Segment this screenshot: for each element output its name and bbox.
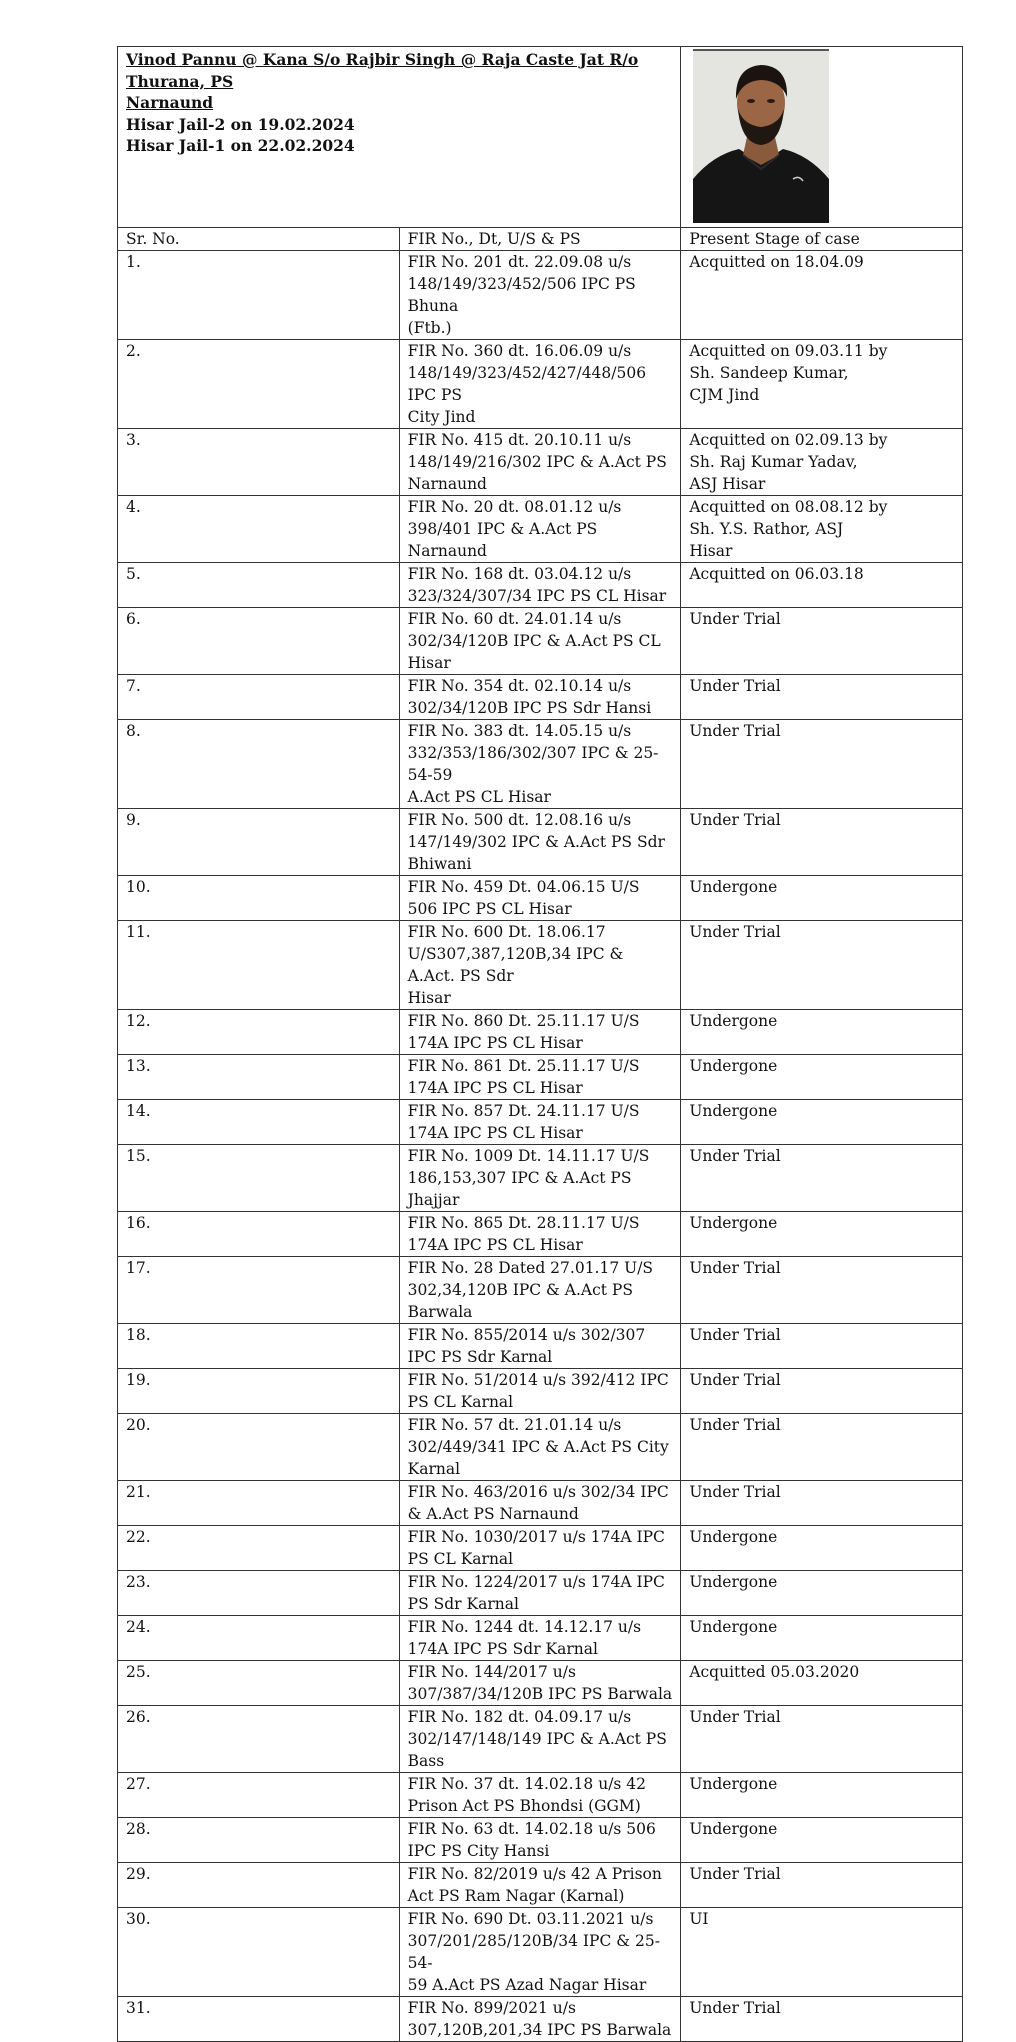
fir-line: Bhiwani — [407, 855, 472, 873]
sr-no-cell: 17. — [118, 1257, 400, 1324]
stage-cell — [681, 921, 963, 1010]
fir-cell — [399, 251, 681, 340]
table-row — [118, 1481, 963, 1526]
sr-no-cell: 23. — [118, 1571, 400, 1616]
table-row — [118, 251, 963, 340]
sr-no-cell: 20. — [118, 1414, 400, 1481]
stage-line: Undergone — [689, 1214, 778, 1232]
stage-line: Undergone — [689, 1573, 778, 1591]
fir-line: FIR No. 28 Dated 27.01.17 U/S 302,34,120B IPC & A.Act PS Barwala — [407, 1259, 654, 1321]
jail-line-1: Hisar Jail-2 on 19.02.2024 — [126, 114, 355, 134]
stage-line: Under Trial — [689, 1259, 781, 1277]
stage-cell — [681, 1997, 963, 2042]
sr-no-cell: 1. — [118, 251, 400, 340]
fir-cell — [399, 608, 681, 675]
sr-no-cell: 12. — [118, 1010, 400, 1055]
stage-cell — [681, 1818, 963, 1863]
sr-no-cell: 16. — [118, 1212, 400, 1257]
table-row — [118, 1661, 963, 1706]
stage-line: Under Trial — [689, 1708, 781, 1726]
fir-cell — [399, 1010, 681, 1055]
stage-cell — [681, 1863, 963, 1908]
accused-details — [118, 47, 681, 228]
table-row — [118, 1414, 963, 1481]
sr-no-cell: 21. — [118, 1481, 400, 1526]
stage-cell — [681, 1055, 963, 1100]
stage-cell — [681, 429, 963, 496]
sr-no-cell: 5. — [118, 563, 400, 608]
fir-line: FIR No. 144/2017 u/s 307/387/34/120B IPC PS Barwala — [407, 1663, 673, 1703]
table-row — [118, 921, 963, 1010]
fir-line: FIR No. 1244 dt. 14.12.17 u/s 174A IPC PS Sdr Karnal — [407, 1618, 642, 1658]
col-header-fir: FIR No., Dt, U/S & PS — [399, 228, 681, 251]
sr-no-cell: 26. — [118, 1706, 400, 1773]
fir-line: FIR No. 1009 Dt. 14.11.17 U/S 186,153,307 IPC & A.Act PS Jhajjar — [407, 1147, 650, 1209]
sr-no-cell: 29. — [118, 1863, 400, 1908]
stage-cell — [681, 720, 963, 809]
table-row — [118, 876, 963, 921]
table-row — [118, 1526, 963, 1571]
stage-line: Undergone — [689, 1528, 778, 1546]
sr-no-cell: 22. — [118, 1526, 400, 1571]
fir-cell — [399, 1526, 681, 1571]
col-header-sr: Sr. No. — [118, 228, 400, 251]
fir-line: FIR No. 51/2014 u/s 392/412 IPC PS CL Karnal — [407, 1371, 669, 1411]
fir-cell — [399, 1324, 681, 1369]
stage-line: Sh. Raj Kumar Yadav, — [689, 453, 858, 471]
table-row — [118, 1010, 963, 1055]
stage-line: Under Trial — [689, 1999, 781, 2017]
sr-no-cell: 14. — [118, 1100, 400, 1145]
fir-line: Narnaund — [407, 475, 487, 493]
stage-cell — [681, 1100, 963, 1145]
stage-cell — [681, 251, 963, 340]
table-row — [118, 1908, 963, 1997]
jail-line-2: Hisar Jail-1 on 22.02.2024 — [126, 136, 355, 155]
fir-cell — [399, 876, 681, 921]
sr-no-cell: 7. — [118, 675, 400, 720]
stage-cell — [681, 1369, 963, 1414]
stage-line: Under Trial — [689, 677, 781, 695]
sr-no-cell: 27. — [118, 1773, 400, 1818]
stage-line: Acquitted on 18.04.09 — [689, 253, 864, 271]
table-row — [118, 809, 963, 876]
fir-cell — [399, 496, 681, 563]
fir-line: FIR No. 20 dt. 08.01.12 u/s 398/401 IPC & A.Act PS Narnaund — [407, 498, 622, 560]
sr-no-cell: 18. — [118, 1324, 400, 1369]
fir-line: Hisar — [407, 989, 451, 1007]
fir-line: FIR No. 182 dt. 04.09.17 u/s 302/147/148/149 IPC & A.Act PS Bass — [407, 1708, 667, 1770]
sr-no-cell: 28. — [118, 1818, 400, 1863]
fir-cell — [399, 675, 681, 720]
fir-line: FIR No. 354 dt. 02.10.14 u/s 302/34/120B IPC PS Sdr Hansi — [407, 677, 652, 717]
fir-line: FIR No. 60 dt. 24.01.14 u/s 302/34/120B IPC & A.Act PS CL Hisar — [407, 610, 661, 672]
stage-line: Acquitted 05.03.2020 — [689, 1663, 860, 1681]
stage-line: Under Trial — [689, 722, 781, 740]
table-row — [118, 1100, 963, 1145]
record-table — [117, 46, 963, 2042]
stage-line: CJM Jind — [689, 386, 760, 404]
table-row — [118, 1324, 963, 1369]
fir-line: FIR No. 899/2021 u/s 307,120B,201,34 IPC PS Barwala — [407, 1999, 672, 2039]
table-row — [118, 1616, 963, 1661]
stage-line: Under Trial — [689, 1483, 781, 1501]
accused-name-line-2: Narnaund — [126, 93, 214, 112]
fir-cell — [399, 1369, 681, 1414]
table-row — [118, 1863, 963, 1908]
fir-cell — [399, 1481, 681, 1526]
accused-photo — [693, 49, 829, 223]
stage-cell — [681, 809, 963, 876]
stage-line: Sh. Y.S. Rathor, ASJ — [689, 520, 844, 538]
stage-line: Undergone — [689, 1820, 778, 1838]
column-header-row — [118, 228, 963, 251]
stage-line: Under Trial — [689, 811, 781, 829]
table-row — [118, 340, 963, 429]
stage-cell — [681, 1481, 963, 1526]
stage-cell — [681, 1526, 963, 1571]
table-row — [118, 1773, 963, 1818]
fir-line: FIR No. 168 dt. 03.04.12 u/s 323/324/307/34 IPC PS CL Hisar — [407, 565, 667, 605]
stage-line: Under Trial — [689, 1416, 781, 1434]
table-row — [118, 429, 963, 496]
stage-line: Hisar — [689, 542, 733, 560]
sr-no-cell: 30. — [118, 1908, 400, 1997]
stage-line: Under Trial — [689, 1865, 781, 1883]
fir-cell — [399, 429, 681, 496]
stage-line: UI — [689, 1910, 709, 1928]
accused-name-line: Vinod Pannu @ Kana S/o Rajbir Singh @ Raja Caste Jat R/o Thurana, PS — [126, 50, 639, 91]
sr-no-cell: 31. — [118, 1997, 400, 2042]
stage-line: Acquitted on 09.03.11 by — [689, 342, 888, 360]
fir-cell — [399, 809, 681, 876]
stage-cell — [681, 1414, 963, 1481]
stage-line: Undergone — [689, 1057, 778, 1075]
stage-cell — [681, 1773, 963, 1818]
fir-line: FIR No. 500 dt. 12.08.16 u/s 147/149/302 IPC & A.Act PS Sdr — [407, 811, 665, 851]
stage-cell — [681, 876, 963, 921]
stage-line: Under Trial — [689, 1371, 781, 1389]
fir-cell — [399, 1616, 681, 1661]
sr-no-cell: 11. — [118, 921, 400, 1010]
sr-no-cell: 6. — [118, 608, 400, 675]
table-row — [118, 1997, 963, 2042]
table-row — [118, 1145, 963, 1212]
stage-cell — [681, 675, 963, 720]
table-row — [118, 1571, 963, 1616]
stage-cell — [681, 1706, 963, 1773]
sr-no-cell: 19. — [118, 1369, 400, 1414]
sr-no-cell: 25. — [118, 1661, 400, 1706]
person-silhouette-icon — [693, 51, 829, 223]
table-row — [118, 1818, 963, 1863]
table-row — [118, 1212, 963, 1257]
fir-line: FIR No. 360 dt. 16.06.09 u/s 148/149/323/452/427/448/506 IPC PS — [407, 342, 647, 404]
fir-line: FIR No. 861 Dt. 25.11.17 U/S 174A IPC PS CL Hisar — [407, 1057, 640, 1097]
fir-line: FIR No. 459 Dt. 04.06.15 U/S 506 IPC PS CL Hisar — [407, 878, 640, 918]
fir-cell — [399, 720, 681, 809]
fir-line: City Jind — [407, 408, 476, 426]
sr-no-cell: 8. — [118, 720, 400, 809]
fir-line: FIR No. 63 dt. 14.02.18 u/s 506 IPC PS City Hansi — [407, 1820, 656, 1860]
stage-cell — [681, 1661, 963, 1706]
fir-line: FIR No. 600 Dt. 18.06.17 U/S307,387,120B,34 IPC & A.Act. PS Sdr — [407, 923, 624, 985]
stage-cell — [681, 1257, 963, 1324]
fir-line: FIR No. 690 Dt. 03.11.2021 u/s 307/201/285/120B/34 IPC & 25-54- — [407, 1910, 660, 1972]
stage-line: Undergone — [689, 1012, 778, 1030]
stage-line: Acquitted on 08.08.12 by — [689, 498, 888, 516]
stage-line: Sh. Sandeep Kumar, — [689, 364, 849, 382]
fir-cell — [399, 1257, 681, 1324]
sr-no-cell: 24. — [118, 1616, 400, 1661]
photo-cell — [681, 47, 963, 228]
table-row — [118, 1706, 963, 1773]
fir-cell — [399, 1212, 681, 1257]
stage-cell — [681, 1145, 963, 1212]
table-row — [118, 1055, 963, 1100]
sr-no-cell: 2. — [118, 340, 400, 429]
fir-cell — [399, 563, 681, 608]
fir-line: FIR No. 82/2019 u/s 42 A Prison Act PS Ram Nagar (Karnal) — [407, 1865, 662, 1905]
sr-no-cell: 3. — [118, 429, 400, 496]
fir-cell — [399, 1100, 681, 1145]
fir-line: FIR No. 1224/2017 u/s 174A IPC PS Sdr Karnal — [407, 1573, 665, 1613]
stage-cell — [681, 496, 963, 563]
sr-no-cell: 10. — [118, 876, 400, 921]
fir-cell — [399, 921, 681, 1010]
stage-line: ASJ Hisar — [689, 475, 766, 493]
fir-cell — [399, 1863, 681, 1908]
stage-cell — [681, 1010, 963, 1055]
fir-line: FIR No. 1030/2017 u/s 174A IPC PS CL Karnal — [407, 1528, 665, 1568]
stage-line: Undergone — [689, 1102, 778, 1120]
fir-cell — [399, 1414, 681, 1481]
fir-cell — [399, 1145, 681, 1212]
table-row — [118, 563, 963, 608]
table-row — [118, 1257, 963, 1324]
fir-line: FIR No. 857 Dt. 24.11.17 U/S 174A IPC PS CL Hisar — [407, 1102, 640, 1142]
stage-line: Undergone — [689, 1618, 778, 1636]
table-row — [118, 496, 963, 563]
fir-line: FIR No. 865 Dt. 28.11.17 U/S 174A IPC PS CL Hisar — [407, 1214, 640, 1254]
fir-line: FIR No. 201 dt. 22.09.08 u/s 148/149/323/452/506 IPC PS Bhuna — [407, 253, 636, 315]
fir-cell — [399, 1773, 681, 1818]
stage-cell — [681, 1571, 963, 1616]
sr-no-cell: 15. — [118, 1145, 400, 1212]
stage-cell — [681, 340, 963, 429]
header-row — [118, 47, 963, 228]
stage-line: Under Trial — [689, 610, 781, 628]
sr-no-cell: 4. — [118, 496, 400, 563]
fir-cell — [399, 1055, 681, 1100]
document-sheet — [117, 46, 963, 2042]
fir-line: FIR No. 37 dt. 14.02.18 u/s 42 Prison Act PS Bhondsi (GGM) — [407, 1775, 647, 1815]
fir-line: (Ftb.) — [407, 319, 452, 337]
stage-line: Undergone — [689, 878, 778, 896]
table-row — [118, 608, 963, 675]
fir-line: FIR No. 415 dt. 20.10.11 u/s 148/149/216/302 IPC & A.Act PS — [407, 431, 667, 471]
fir-line: FIR No. 860 Dt. 25.11.17 U/S 174A IPC PS CL Hisar — [407, 1012, 640, 1052]
fir-line: A.Act PS CL Hisar — [407, 788, 551, 806]
col-header-stage: Present Stage of case — [681, 228, 963, 251]
stage-line: Under Trial — [689, 1147, 781, 1165]
stage-line: Undergone — [689, 1775, 778, 1793]
stage-cell — [681, 1324, 963, 1369]
stage-cell — [681, 1616, 963, 1661]
fir-cell — [399, 1571, 681, 1616]
fir-line: FIR No. 383 dt. 14.05.15 u/s 332/353/186/302/307 IPC & 25-54-59 — [407, 722, 659, 784]
stage-cell — [681, 563, 963, 608]
fir-cell — [399, 1997, 681, 2042]
fir-cell — [399, 1818, 681, 1863]
fir-line: 59 A.Act PS Azad Nagar Hisar — [407, 1976, 647, 1994]
fir-line: FIR No. 855/2014 u/s 302/307 IPC PS Sdr Karnal — [407, 1326, 646, 1366]
stage-cell — [681, 608, 963, 675]
table-row — [118, 720, 963, 809]
fir-cell — [399, 340, 681, 429]
sr-no-cell: 13. — [118, 1055, 400, 1100]
stage-line: Acquitted on 02.09.13 by — [689, 431, 888, 449]
sr-no-cell: 9. — [118, 809, 400, 876]
fir-cell — [399, 1661, 681, 1706]
table-row — [118, 1369, 963, 1414]
fir-cell — [399, 1908, 681, 1997]
stage-cell — [681, 1908, 963, 1997]
fir-line: FIR No. 463/2016 u/s 302/34 IPC & A.Act PS Narnaund — [407, 1483, 669, 1523]
stage-line: Under Trial — [689, 923, 781, 941]
stage-line: Under Trial — [689, 1326, 781, 1344]
fir-line: FIR No. 57 dt. 21.01.14 u/s 302/449/341 IPC & A.Act PS City Karnal — [407, 1416, 669, 1478]
stage-line: Acquitted on 06.03.18 — [689, 565, 864, 583]
fir-cell — [399, 1706, 681, 1773]
table-row — [118, 675, 963, 720]
stage-cell — [681, 1212, 963, 1257]
